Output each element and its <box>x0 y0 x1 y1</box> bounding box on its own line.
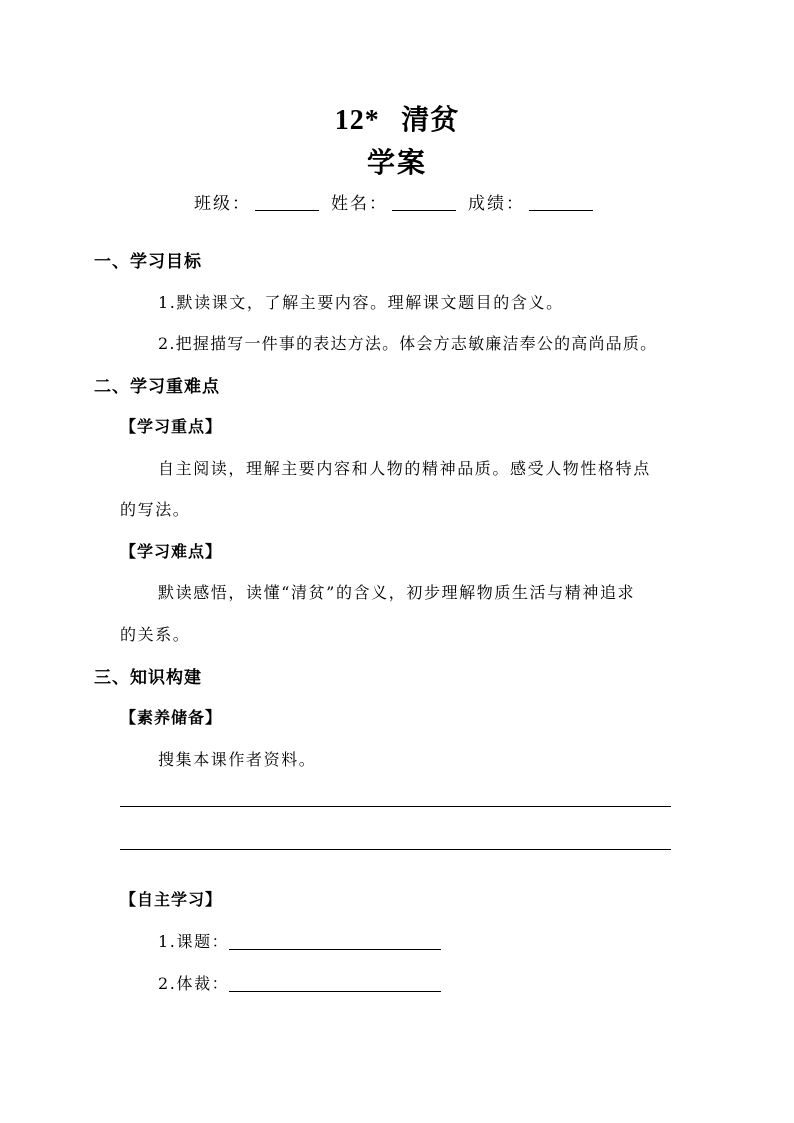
section-heading-objectives: 一、学习目标 <box>94 252 202 272</box>
score-blank[interactable] <box>529 194 593 211</box>
self-study-label: 【自主学习】 <box>120 890 223 909</box>
name-blank[interactable] <box>392 194 456 211</box>
lesson-number: 12* <box>334 105 380 136</box>
genre-answer-blank[interactable] <box>229 976 441 992</box>
preparation-text: 搜集本课作者资料。 <box>158 750 317 769</box>
answer-line-2[interactable] <box>120 849 671 850</box>
key-point-text-line2: 的写法。 <box>120 500 191 519</box>
question-genre-row <box>158 971 441 994</box>
objective-item-1: 1.默读课文，了解主要内容。理解课文题目的含义。 <box>158 293 564 312</box>
lesson-title: 清贫 <box>401 103 460 136</box>
class-blank[interactable] <box>255 194 319 211</box>
difficulty-text-line2: 的关系。 <box>120 625 191 644</box>
section-heading-key-points: 二、学习重难点 <box>94 377 220 397</box>
question-title-row <box>158 929 441 952</box>
title-answer-blank[interactable] <box>229 934 441 950</box>
preparation-label: 【素养储备】 <box>120 708 223 727</box>
key-point-label: 【学习重点】 <box>120 417 223 436</box>
question-genre-label: 2.体裁： <box>158 974 230 993</box>
section-heading-knowledge: 三、知识构建 <box>94 668 202 688</box>
objective-item-2: 2.把握描写一件事的表达方法。体会方志敏廉洁奉公的高尚品质。 <box>158 334 658 353</box>
page-title <box>0 98 794 138</box>
answer-line-1[interactable] <box>120 806 671 807</box>
score-label: 成绩： <box>468 194 525 214</box>
page-subtitle: 学案 <box>366 146 427 179</box>
class-label: 班级： <box>194 194 251 214</box>
question-title-label: 1.课题： <box>158 932 230 951</box>
difficulty-label: 【学习难点】 <box>120 542 223 561</box>
student-info-line <box>194 189 605 214</box>
key-point-text-line1: 自主阅读，理解主要内容和人物的精神品质。感受人物性格特点 <box>158 459 651 478</box>
name-label: 姓名： <box>331 194 388 214</box>
difficulty-text-line1: 默读感悟，读懂“清贫”的含义，初步理解物质生活与精神追求 <box>158 583 636 602</box>
